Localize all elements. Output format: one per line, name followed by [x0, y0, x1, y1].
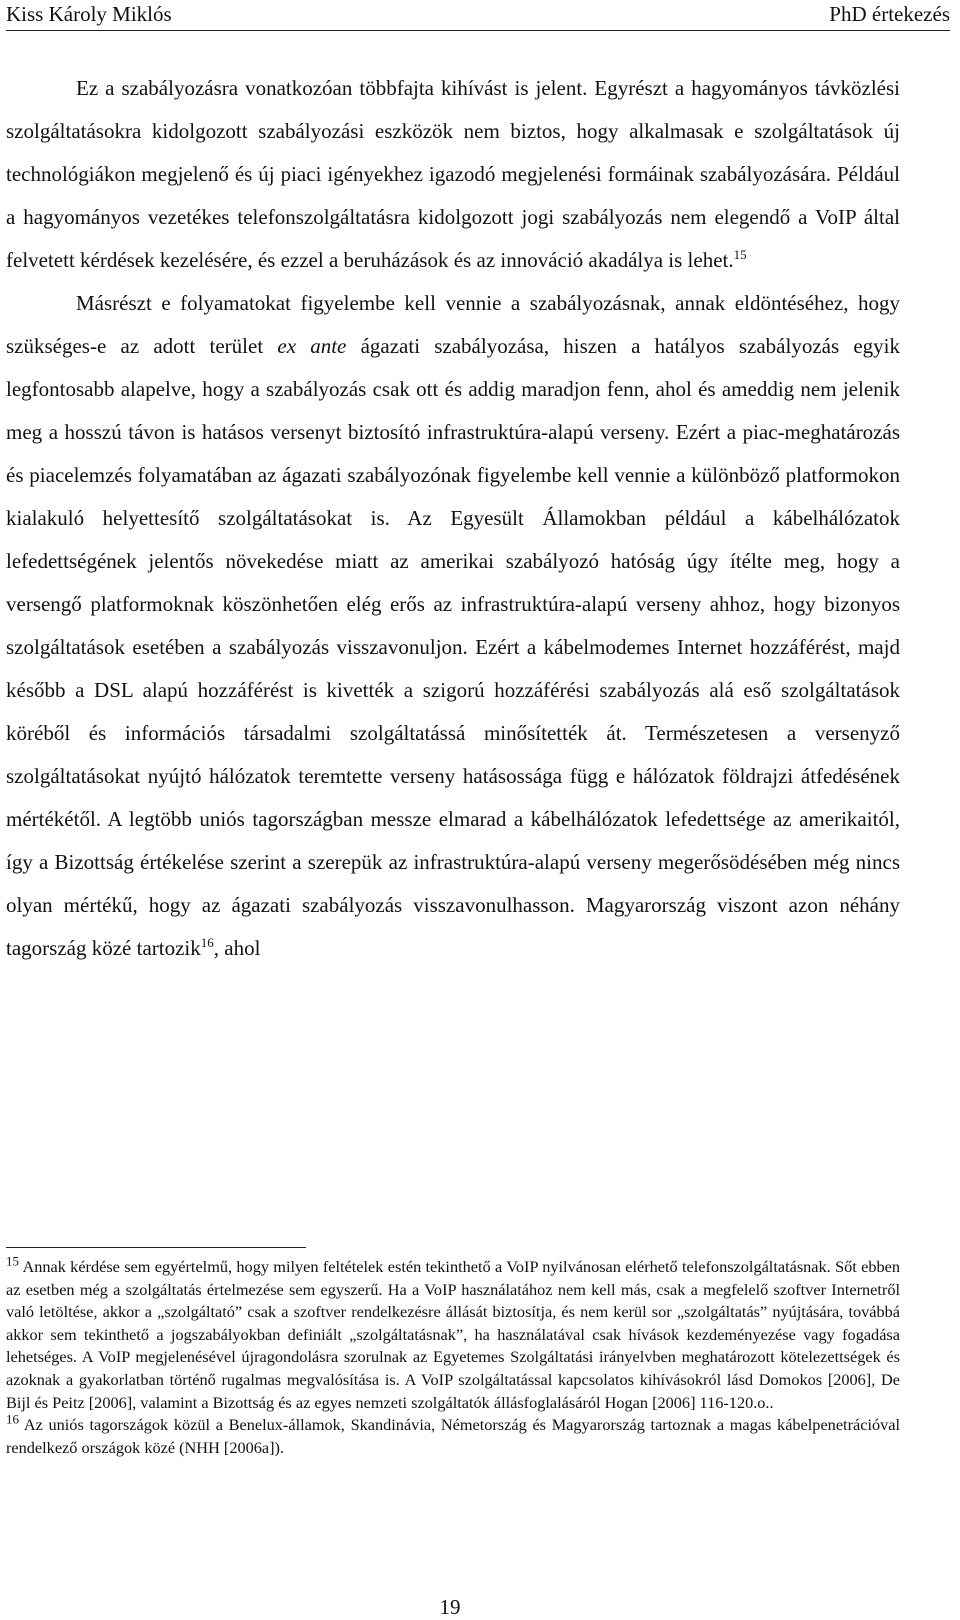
- footnote-ref-16[interactable]: 16: [200, 935, 214, 950]
- footnote-ref-15[interactable]: 15: [733, 247, 747, 262]
- footnote-15: [6, 1253, 901, 1414]
- footnote-number: 16: [6, 1411, 19, 1427]
- footnote-text: Az uniós tagországok közül a Benelux-államok, Skandinávia, Németország és Magyarország tartoznak a magas kábelpenetrációval rendelkező országok közé (NHH [2006a]).: [6, 1415, 900, 1457]
- paragraph-2-text-a: Másrészt e folyamatokat figyelembe kell vennie a szabályozásnak, annak eldöntéséhez, hogy szükséges-e az adott terület: [6, 291, 900, 358]
- paragraph-2-italic-term: ex ante: [277, 334, 347, 358]
- running-header: [6, 0, 950, 31]
- paragraph-2-text-c: , ahol: [213, 936, 261, 960]
- paragraph-1-text: Ez a szabályozásra vonatkozóan többfajta kihívást is jelent. Egyrészt a hagyományos távközlési szolgáltatásokra kidolgozott szabályozási eszközök nem biztos, hogy alkalmasak e szolgáltatások új technológiákon megjelenő és új piaci igényekhez igazodó megjelenési formáinak szabályozására. Például a hagyományos vezetékes telefonszolgáltatásra kidolgozott jogi szabályozás nem elegendő a VoIP által felvetett kérdések kezelésére, és ezzel a beruházások és az innováció akadálya is lehet.: [6, 76, 900, 272]
- main-text: [6, 67, 900, 970]
- page-number: 19: [439, 1595, 461, 1619]
- paragraph-2-text-b: ágazati szabályozása, hiszen a hatályos szabályozás egyik legfontosabb alapelve, hogy a szabályozás csak ott és addig maradjon fenn, ahol és ameddig nem jelenik meg a hosszú távon is hatásos versenyt biztosító infrastruktúra-alapú verseny. Ezért a piac-meghatározás és piacelemzés folyamatában az ágazati szabályozónak figyelembe kell vennie a különböző platformokon kialakuló helyettesítő szolgáltatásokat is. Az Egyesült Államokban például a kábelhálózatok lefedettségének jelentős növekedése miatt az amerikai szabályozó hatóság úgy ítélte meg, hogy a versengő platformoknak köszönhetően elég erős az infrastruktúra-alapú verseny ahhoz, hogy bizonyos szolgáltatások esetében a szabályozás visszavonuljon. Ezért a kábelmodemes Internet hozzáférést, majd később a DSL alapú hozzáférést is kivették a szigorú hozzáférési szabályozás alá eső szolgáltatások köréből és információs társadalmi szolgáltatássá minősítették át. Természetesen a versenyző szolgáltatásokat nyújtó hálózatok teremtette verseny hatásossága függ e hálózatok földrajzi átfedésének mértékétől. A legtöbb uniós tagországban messze elmarad a kábelhálózatok lefedettsége az amerikaitól, így a Bizottság értékelése szerint a szerepük az infrastruktúra-alapú verseny megerősödésében még nincs olyan mértékű, hogy az ágazati szabályozás visszavonulhasson. Magyarország viszont azon néhány tagország közé tartozik: [6, 334, 900, 960]
- header-doc-type: PhD értekezés: [829, 2, 950, 26]
- paragraph-1: [6, 67, 900, 282]
- footnotes: [6, 1253, 901, 1459]
- footnote-16: [6, 1411, 900, 1459]
- header-author: Kiss Károly Miklós: [6, 2, 172, 26]
- footnote-number: 15: [6, 1253, 19, 1269]
- footnote-text: Annak kérdése sem egyértelmű, hogy milyen feltételek estén tekinthető a VoIP nyilvánosan elérhető telefonszolgáltatásnak. Sőt ebben az esetben még a szolgáltatás értelmezése sem egyszerű. Ha a VoIP használatához nem kell más, csak a megfelelő szoftver Internetről való letöltése, akkor a „szolgáltató” csak a szoftver rendelkezésre állását biztosítja, és nem kerül sor „szolgáltatás” nyújtására, továbbá akkor sem tekinthető a jogszabályokban definiált „szolgáltatásnak”, ha használatával csak hívások kezdeményezése vagy fogadása lehetséges. A VoIP megjelenésével újragondolásra szorulnak az Egyetemes Szolgáltatási irányelvben meghatározott kötelezettségek és azoknak a gyakorlatban történő rugalmas megvalósítása is. A VoIP szolgáltatással kapcsolatos kihívásokról lásd Domokos [2006], De Bijl és Peitz [2006], valamint a Bizottság és az egyes nemzeti szolgáltatók állásfoglalásáról Hogan [2006] 116-120.o..: [6, 1257, 901, 1412]
- footnote-separator: [6, 1247, 306, 1248]
- paragraph-2: [6, 282, 900, 970]
